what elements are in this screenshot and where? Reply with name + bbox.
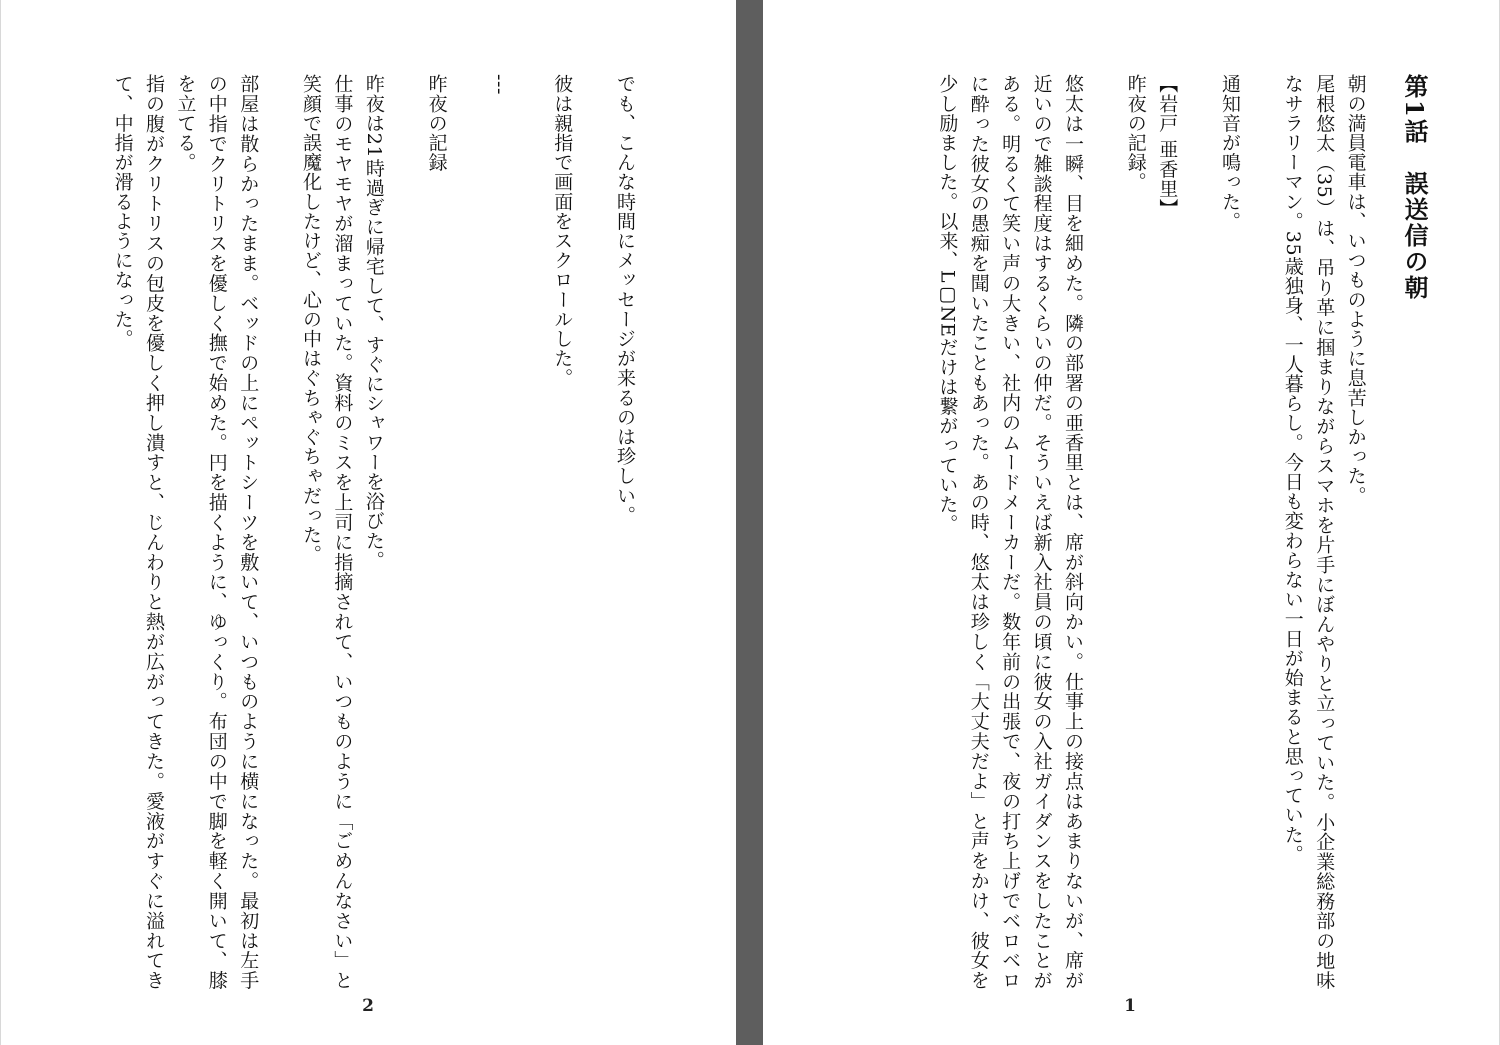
paragraph: 昨夜は21時過ぎに帰宅して、すぐにシャワーを浴びた。 [362, 74, 385, 570]
paragraph: 悠太は一瞬、目を細めた。隣の部署の亜香里とは、席が斜向かい。仕事上の接点はあまりないが、席が近いので雑談程度はするくらいの仲だ。そういえば新入社員の頃に彼女の入社ガイダンスをしたことがある。明るくて笑い声の大きい、社内のムードメーカーだ。数年前の出張で、夜の打ち上げでベロベロに酔った彼女の愚痴を聞いたこともあった。あの時、悠太は珍しく「大丈夫だよ」と声をかけ、彼女を少し励ました。以来、L▢NEだけは繋がっていた。 [936, 74, 1084, 990]
blank-line [577, 74, 608, 990]
page-left [0, 0, 736, 1045]
section-divider: --- [488, 74, 511, 96]
page-number: 1 [1124, 996, 1136, 1016]
page-right [763, 0, 1500, 1045]
paragraph: 通知音が鳴った。 [1218, 74, 1241, 231]
page-number: 2 [362, 996, 374, 1016]
page-body [835, 74, 1430, 990]
blank-line [514, 74, 545, 990]
message-sender: 【岩戸 亜香里】 [1156, 74, 1179, 218]
blank-line [1088, 74, 1119, 990]
paragraph: 仕事のモヤモヤが溜まっていた。資料のミスを上司に指摘されて、いつものように「ごめんなさい」と笑顔で誤魔化したけど、心の中はぐちゃぐちゃだった。 [300, 74, 354, 990]
chapter-title: 第1話 誤送信の朝 [1400, 74, 1429, 301]
page-edge [0, 0, 1, 1045]
page-body [100, 74, 640, 990]
paragraph: でも、こんな時間にメッセージが来るのは珍しい。 [614, 74, 636, 525]
section-heading: 昨夜の記録 [425, 74, 448, 172]
paragraph: 部屋は散らかったまま。ベッドの上にペットシーツを敷いて、いつものように横になった。最初は左手の中指でクリトリスを優しく撫で始めた。円を描くように、ゆっくり。布団の中で脚を軽く開いて、膝を立てる。 [174, 74, 260, 990]
message-text: 昨夜の記録。 [1124, 74, 1147, 192]
blank-line [389, 74, 420, 990]
blank-line [263, 74, 294, 990]
blank-line [1182, 74, 1213, 990]
page-gutter [736, 0, 763, 1045]
blank-line [1245, 74, 1276, 990]
paragraph: 尾根悠太（35）は、吊り革に掴まりながらスマホを片手にぼんやりと立っていた。小企業総務部の地味なサラリーマン。35歳独身、一人暮らし。今日も変わらない一日が始まると思っていた。 [1281, 74, 1336, 990]
paragraph: 彼は親指で画面をスクロールした。 [551, 74, 574, 388]
blank-line [452, 74, 483, 990]
paragraph: 指の腹がクリトリスの包皮を優しく押し潰すと、じんわりと熱が広がってきた。愛液がすぐに溢れてきて、中指が滑るようになった。 [111, 74, 165, 990]
paragraph: 朝の満員電車は、いつものように息苦しかった。 [1344, 74, 1367, 506]
